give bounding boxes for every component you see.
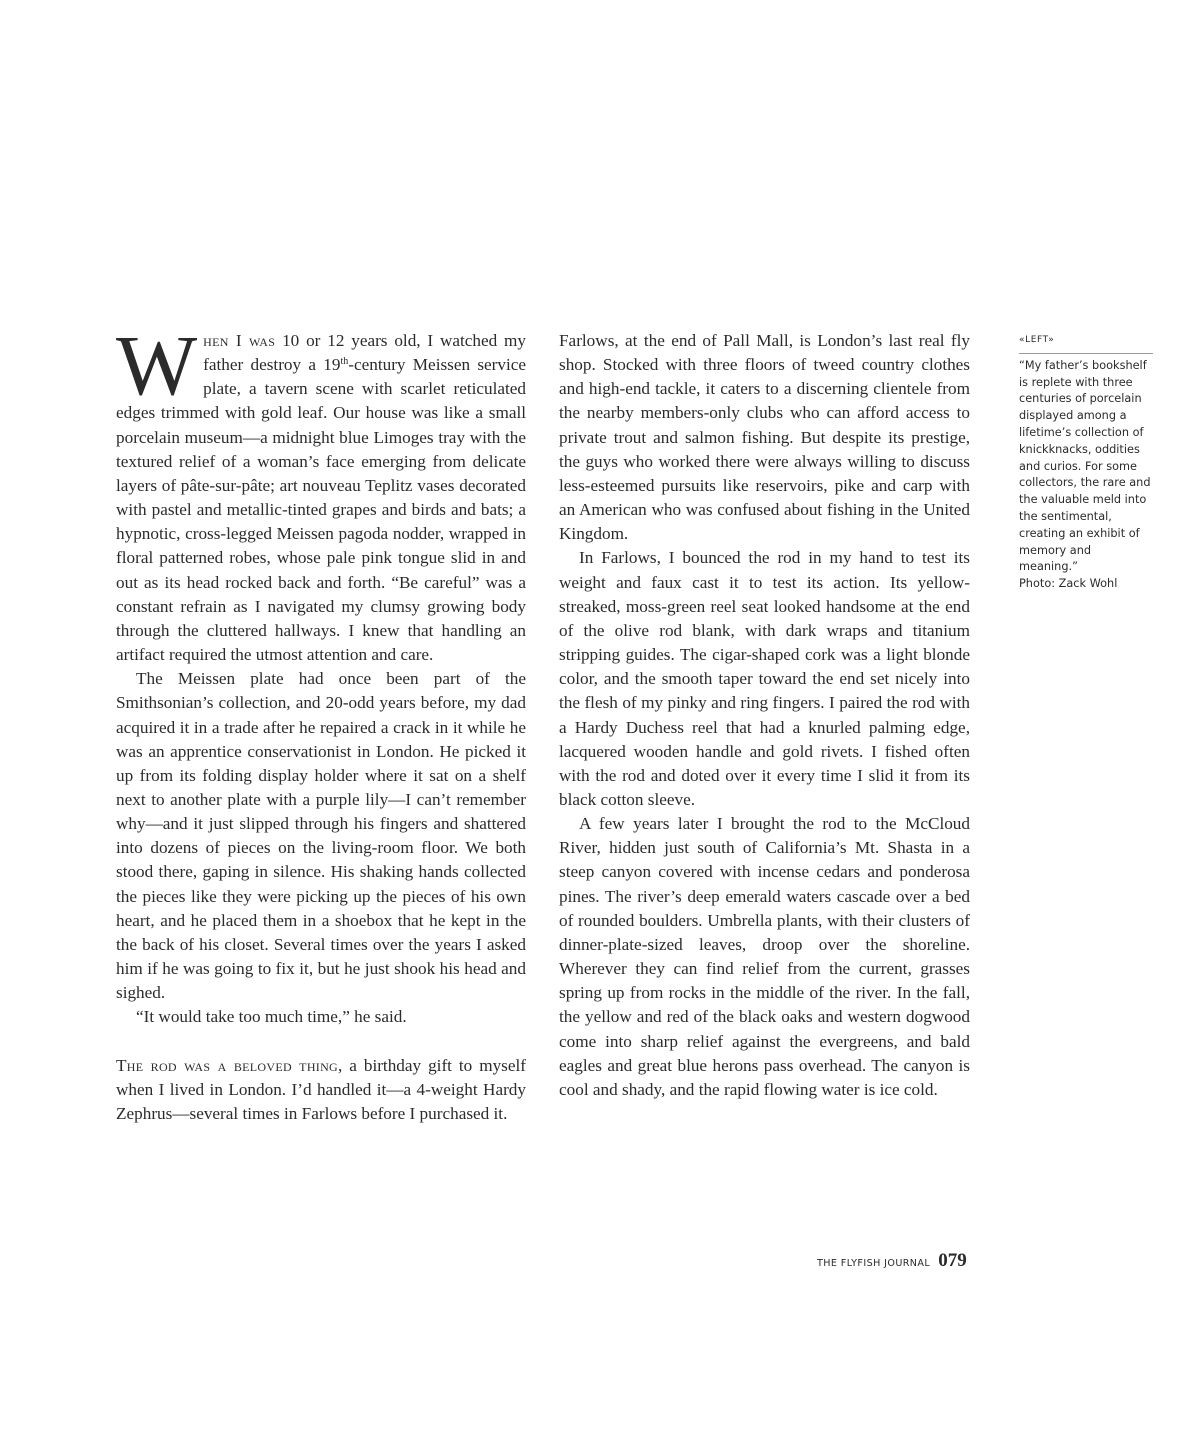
paragraph-6: A few years later I brought the rod to the McCloud River, hidden just south of California’s Mt. Shasta in a steep canyon covered with incense cedars and ponderosa pines. The river’s deep emerald waters cascade over a bed of rounded boulders. Umbrella plants, with their clusters of dinner-plate-sized leaves, droop over the shoreline. Wherever they can find relief from the current, grasses spring up from rocks in the middle of the river. In the fall, the yellow and red of the black oaks and western dogwood come into sharp relief against the evergreens, and bald eagles and great blue herons pass overhead. The canyon is cool and shady, and the rapid flowing water is ice cold. (559, 814, 970, 1099)
page-number: 079 (938, 1250, 967, 1271)
article-column-left (116, 317, 526, 1126)
article-column-right (559, 329, 970, 1102)
paragraph-1-text: 10 or 12 years old, I watched my father destroy a 19 (203, 331, 526, 375)
lead-in-smallcaps: hen I was (203, 331, 276, 350)
paragraph-5: In Farlows, I bounced the rod in my hand to test its weight and faux cast it to test its action. Its yellow-streaked, moss-green reel seat looked handsome at the end of the olive rod blank, with dark wraps and titanium stripping guides. The cigar-shaped cork was a light blonde color, and the smooth taper toward the end set nicely into the flesh of my pinky and ring fingers. I paired the rod with a Hardy Duchess reel that had a knurled palming edge, lacquered wooden handle and gold rivets. I fished often with the rod and doted over it every time I slid it from its black cotton sleeve. (559, 548, 970, 809)
section-lead-smallcaps: The rod was a beloved thing (116, 1055, 339, 1075)
caption-position-tag: «LEFT» (1019, 332, 1153, 354)
drop-cap: W (116, 317, 198, 413)
paragraph-3: “It would take too much time,” he said. (136, 1007, 407, 1027)
photo-credit: Photo: Zack Wohl (1019, 577, 1118, 591)
photo-caption (1019, 332, 1153, 593)
publication-name: THE FLYFISH JOURNAL (817, 1258, 931, 1269)
paragraph-4 (116, 1054, 526, 1126)
paragraph-4-text: , a birthday gift to myself when I lived in London. I’d handled it—a 4-weight Hardy Zephrus—several times in Farlows before I purchased it. (116, 1055, 526, 1123)
caption-text: “My father’s bookshelf is replete with three centuries of porcelain displayed among a lifetime’s collection of knickknacks, oddities and curios. For some collectors, the rare and the valuable meld into the sentimental, creating an exhibit of memory and meaning.” (1019, 358, 1151, 574)
paragraph-2: The Meissen plate had once been part of the Smithsonian’s collection, and 20-odd years before, my dad acquired it in a trade after he repaired a crack in it while he was an apprentice conservationist in London. He picked it up from its folding display holder where it sat on a shelf next to another plate with a purple lily—I can’t remember why—and it just slipped through his fingers and shattered into dozens of pieces on the living-room floor. We both stood there, gaping in silence. His shaking hands collected the pieces like they were picking up the pieces of his own heart, and he placed them in a shoebox that he kept in the the back of his closet. Several times over the years I asked him if he was going to fix it, but he just shook his head and sighed. (116, 669, 526, 1003)
section-break (116, 1030, 526, 1054)
paragraph-1-text-end: -century Meissen service plate, a tavern scene with scarlet reticulated edges trimmed with gold leaf. Our house was like a small porcelain museum—a midnight blue Limoges tray with the textured relief of a woman’s face emerging from delicate layers of pâte-sur-pâte; art nouveau Teplitz vases decorated with pastel and metallic-tinted grapes and birds and bats; a hypnotic, cross-legged Meissen pagoda nodder, wrapped in floral patterned robes, whose pale pink tongue slid in and out as its head rocked back and forth. “Be careful” was a constant refrain as I navigated my clumsy growing body through the cluttered hallways. I knew that handling an artifact required the utmost attention and care. (116, 355, 526, 665)
page-footer (817, 1250, 977, 1272)
paragraph-1 (116, 317, 526, 667)
ordinal-superscript: th (340, 356, 349, 368)
paragraph-4-continued: Farlows, at the end of Pall Mall, is London’s last real fly shop. Stocked with three floors of tweed country clothes and high-end tackle, it caters to a discerning clientele from the nearby members-only clubs who can afford access to private trout and salmon fishing. But despite its prestige, the guys who worked there were always willing to discuss less-esteemed pursuits like reservoirs, pike and carp with an American who was confused about fishing in the United Kingdom. (559, 331, 970, 544)
